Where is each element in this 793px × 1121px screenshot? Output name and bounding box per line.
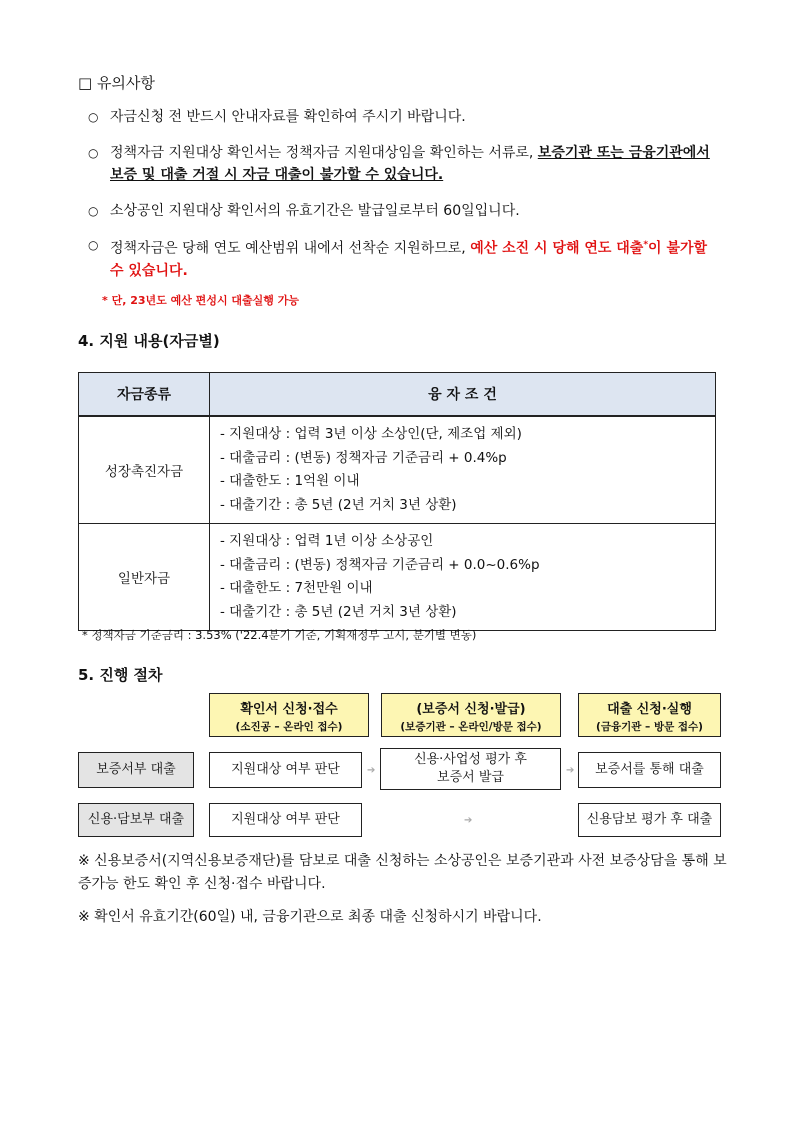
notice-warning-tail: 이 불가할 수 있습니다. — [110, 240, 708, 279]
condition-line: - 대출기간 : 총 5년 (2년 거치 3년 상환) — [220, 603, 457, 620]
fund-name: 성장촉진자금 — [79, 416, 210, 524]
condition-line: - 대출한도 : 7천만원 이내 — [220, 580, 373, 596]
process-step-loan-by-guarantee: 보증서를 통해 대출 — [578, 752, 721, 788]
notice-item-text: 소상공인 지원대상 확인서의 유효기간은 발급일로부터 60일입니다. — [110, 203, 520, 219]
circle-bullet-icon: ○ — [88, 110, 99, 124]
step-header-guarantee: (보증서 신청·발급) (보증기관 – 온라인/방문 접수) — [381, 693, 561, 737]
process-step-eligibility: 지원대상 여부 판단 — [209, 752, 362, 788]
table-header-type: 자금종류 — [79, 373, 210, 417]
process-step-evaluation: 신용·사업성 평가 후 보증서 발급 — [380, 748, 561, 790]
process-label-credit-loan: 신용·담보부 대출 — [78, 803, 194, 837]
notice-item-2 — [88, 142, 728, 188]
notice-footnote: * 단, 23년도 예산 편성시 대출실행 가능 — [102, 294, 299, 307]
circle-bullet-icon: ○ — [88, 204, 99, 218]
step-header-loan: 대출 신청·실행 (금융기관 – 방문 접수) — [578, 693, 721, 737]
arrow-right-icon: ➔ — [464, 815, 473, 826]
section-5-title: 5. 진행 절차 — [78, 666, 163, 684]
fund-conditions — [210, 524, 716, 631]
notice-title: □ 유의사항 — [78, 74, 155, 92]
condition-line: - 대출기간 : 총 5년 (2년 거치 3년 상환) — [220, 496, 457, 513]
condition-line: - 지원대상 : 업력 1년 이상 소상공인 — [220, 533, 434, 549]
section-4-title: 4. 지원 내용(자금별) — [78, 332, 220, 350]
table-footnote: * 정책자금 기준금리 : 3.53% ('22.4분기 기준, 기획재정부 고시, 분기별 변동) — [82, 628, 477, 642]
notice-item-text: 자금신청 전 반드시 안내자료를 확인하여 주시기 바랍니다. — [110, 109, 466, 125]
process-step-eligibility: 지원대상 여부 판단 — [209, 803, 362, 837]
circle-bullet-icon: ○ — [88, 146, 99, 160]
condition-line: - 지원대상 : 업력 3년 이상 소상인(단, 제조업 제외) — [220, 426, 522, 442]
condition-line: - 대출한도 : 1억원 이내 — [220, 473, 360, 489]
table-row — [79, 416, 716, 524]
note-guarantee: ※ 신용보증서(지역신용보증재단)를 담보로 대출 신청하는 소상공인은 보증기관과 사전 보증상담을 통해 보증가능 한도 확인 후 신청·접수 바랍니다. — [78, 853, 727, 892]
table-header-row — [79, 373, 716, 417]
notice-item-4 — [88, 234, 728, 280]
fund-name: 일반자금 — [79, 524, 210, 631]
process-step-credit-loan: 신용담보 평가 후 대출 — [578, 803, 721, 837]
notice-item-text: 정책자금은 당해 연도 예산범위 내에서 선착순 지원하므로, 예산 소진 시 당해 연도 대출*이 불가할 수 있습니다. — [110, 240, 708, 279]
arrow-right-icon: ➔ — [566, 765, 575, 776]
note-validity: ※ 확인서 유효기간(60일) 내, 금융기관으로 최종 대출 신청하시기 바랍니다. — [78, 909, 542, 925]
table-row — [79, 524, 716, 631]
notice-item-text: 정책자금 지원대상 확인서는 정책자금 지원대상임을 확인하는 서류로, 보증기관 또는 금융기관에서 보증 및 대출 거절 시 자금 대출이 불가할 수 있습니다. — [110, 145, 710, 183]
arrow-right-icon: ➔ — [367, 765, 376, 776]
table-header-conditions: 융 자 조 건 — [210, 373, 716, 417]
notice-emphasis: 보증기관 또는 금융기관에서 보증 및 대출 거절 시 자금 대출이 불가할 수 있습니다. — [110, 145, 710, 183]
loan-conditions-table — [78, 372, 716, 631]
notice-warning: 예산 소진 시 당해 연도 대출 — [470, 240, 644, 257]
step-header-confirmation: 확인서 신청·접수 (소진공 – 온라인 접수) — [209, 693, 369, 737]
condition-line: - 대출금리 : (변동) 정책자금 기준금리 + 0.0~0.6%p — [220, 556, 540, 573]
process-label-guarantee-loan: 보증서부 대출 — [78, 752, 194, 788]
fund-conditions — [210, 416, 716, 524]
circle-bullet-icon: ○ — [88, 238, 99, 252]
condition-line: - 대출금리 : (변동) 정책자금 기준금리 + 0.4%p — [220, 449, 507, 466]
